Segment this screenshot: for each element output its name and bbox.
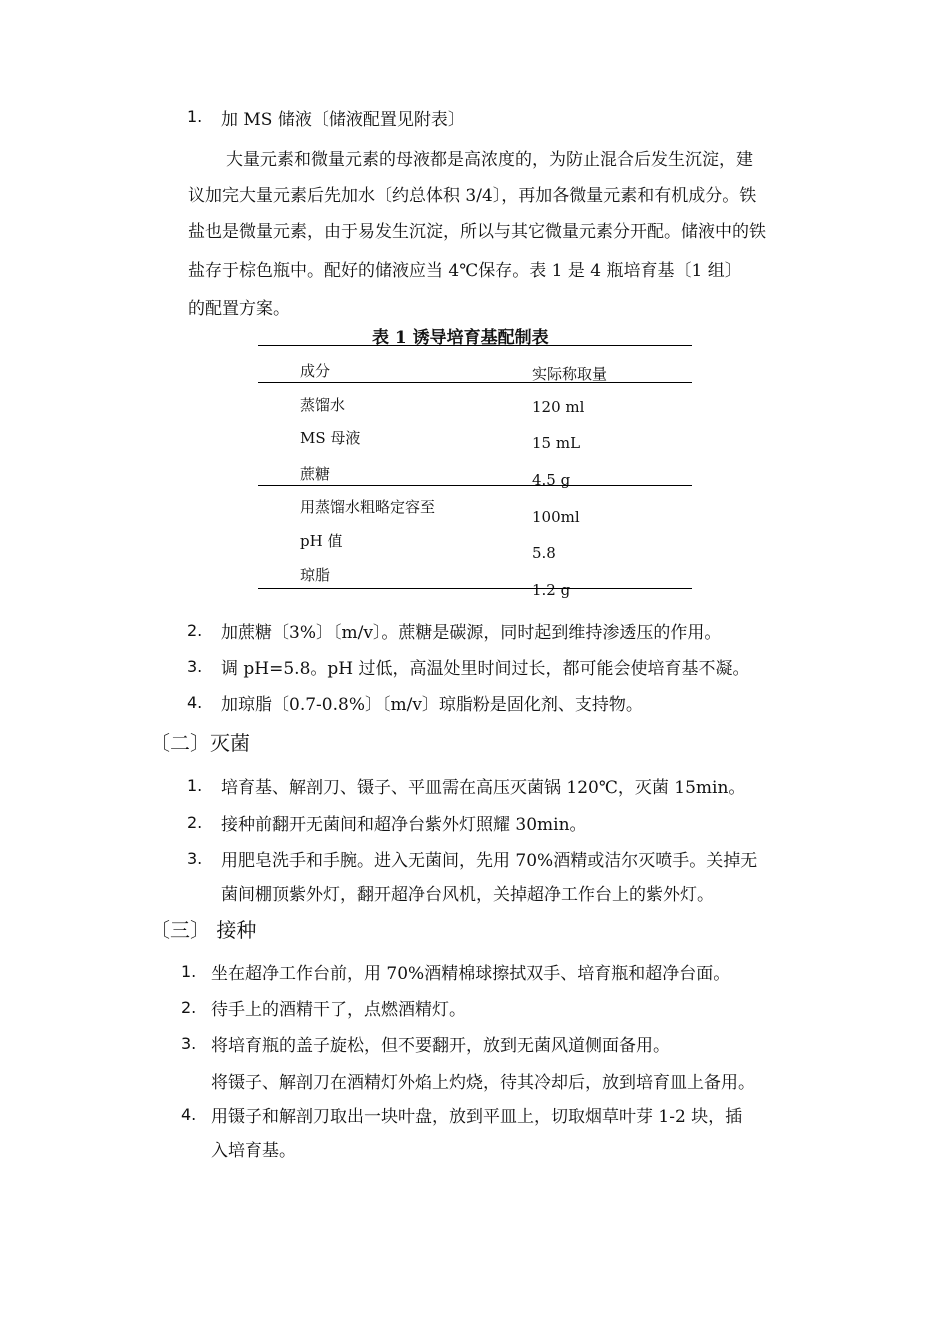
list-number: 1. [187, 776, 203, 795]
list-number: 3. [187, 849, 203, 868]
step-text: 待手上的酒精干了，点燃酒精灯。 [211, 1000, 466, 1020]
section-heading: 〔二〕灭菌 [150, 731, 250, 755]
step-text: 用肥皂洗手和手腕。进入无菌间，先用 70%酒精或洁尔灭喷手。关掉无 [221, 851, 758, 871]
list-number: 1. [181, 962, 197, 981]
table-cell: 用蒸馏水粗略定容至 [300, 498, 436, 516]
step-text: 接种前翻开无菌间和超净台紫外灯照耀 30min。 [221, 815, 587, 835]
table-header-rule [258, 382, 692, 383]
step-text-continued: 菌间棚顶紫外灯，翻开超净台风机，关掉超净工作台上的紫外灯。 [221, 885, 714, 905]
paragraph-line: 议加完大量元素后先加水〔约总体积 3/4〕，再加各微量元素和有机成分。铁 [188, 186, 757, 206]
step-text: 坐在超净工作台前，用 70%酒精棉球擦拭双手、培育瓶和超净台面。 [211, 964, 731, 984]
list-number: 3. [181, 1034, 197, 1053]
table-top-rule [258, 345, 692, 346]
paragraph-line: 盐存于棕色瓶中。配好的储液应当 4℃保存。表 1 是 4 瓶培育基〔1 组〕 [188, 261, 742, 281]
table-bottom-rule [258, 588, 692, 589]
list-number: 3. [187, 657, 203, 676]
section-heading: 〔三〕 接种 [150, 918, 257, 942]
step-text: 加蔗糖〔3%〕〔m/v〕。蔗糖是碳源，同时起到维持渗透压的作用。 [221, 623, 722, 643]
step-text: 调 pH=5.8。pH 过低，高温处里时间过长，都可能会使培育基不凝。 [221, 659, 750, 679]
step-text: 将培育瓶的盖子旋松，但不要翻开，放到无菌风道侧面备用。 [211, 1036, 670, 1056]
step-text: 加琼脂〔0.7-0.8%〕〔m/v〕琼脂粉是固化剂、支持物。 [221, 695, 643, 715]
paragraph-line: 大量元素和微量元素的母液都是高浓度的，为防止混合后发生沉淀，建 [226, 150, 753, 170]
list-number: 4. [181, 1105, 197, 1124]
table-cell: pH 值 [300, 532, 343, 550]
table-header: 成分 [300, 362, 331, 380]
table-caption: 表 1 诱导培育基配制表 [372, 328, 549, 348]
table-cell: 100ml [532, 508, 580, 526]
step-text: 培育基、解剖刀、镊子、平皿需在高压灭菌锅 120℃，灭菌 15min。 [221, 778, 746, 798]
table-cell: 120 ml [532, 398, 585, 416]
table-cell: 蔗糖 [300, 465, 331, 483]
table-cell: 蒸馏水 [300, 396, 346, 414]
table-middle-rule [258, 485, 692, 486]
list-number: 2. [187, 813, 203, 832]
list-number: 1. [187, 107, 203, 126]
table-cell: 4.5 g [532, 471, 571, 489]
step-text-continued: 将镊子、解剖刀在酒精灯外焰上灼烧，待其冷却后，放到培育皿上备用。 [211, 1073, 755, 1093]
step-text: 加 MS 储液〔储液配置见附表〕 [221, 110, 465, 130]
table-cell: 5.8 [532, 544, 556, 562]
table-cell: MS 母液 [300, 429, 361, 447]
table-cell: 15 mL [532, 434, 581, 452]
list-number: 4. [187, 693, 203, 712]
step-text: 用镊子和解剖刀取出一块叶盘，放到平皿上，切取烟草叶芽 1-2 块，插 [211, 1107, 743, 1127]
paragraph-line: 盐也是微量元素，由于易发生沉淀，所以与其它微量元素分开配。储液中的铁 [188, 222, 766, 242]
table-cell: 1.2 g [532, 581, 571, 599]
list-number: 2. [187, 621, 203, 640]
table-cell: 琼脂 [300, 566, 331, 584]
table-header: 实际称取量 [532, 365, 608, 383]
step-text-continued: 入培育基。 [211, 1141, 296, 1161]
paragraph-line: 的配置方案。 [188, 299, 290, 319]
list-number: 2. [181, 998, 197, 1017]
